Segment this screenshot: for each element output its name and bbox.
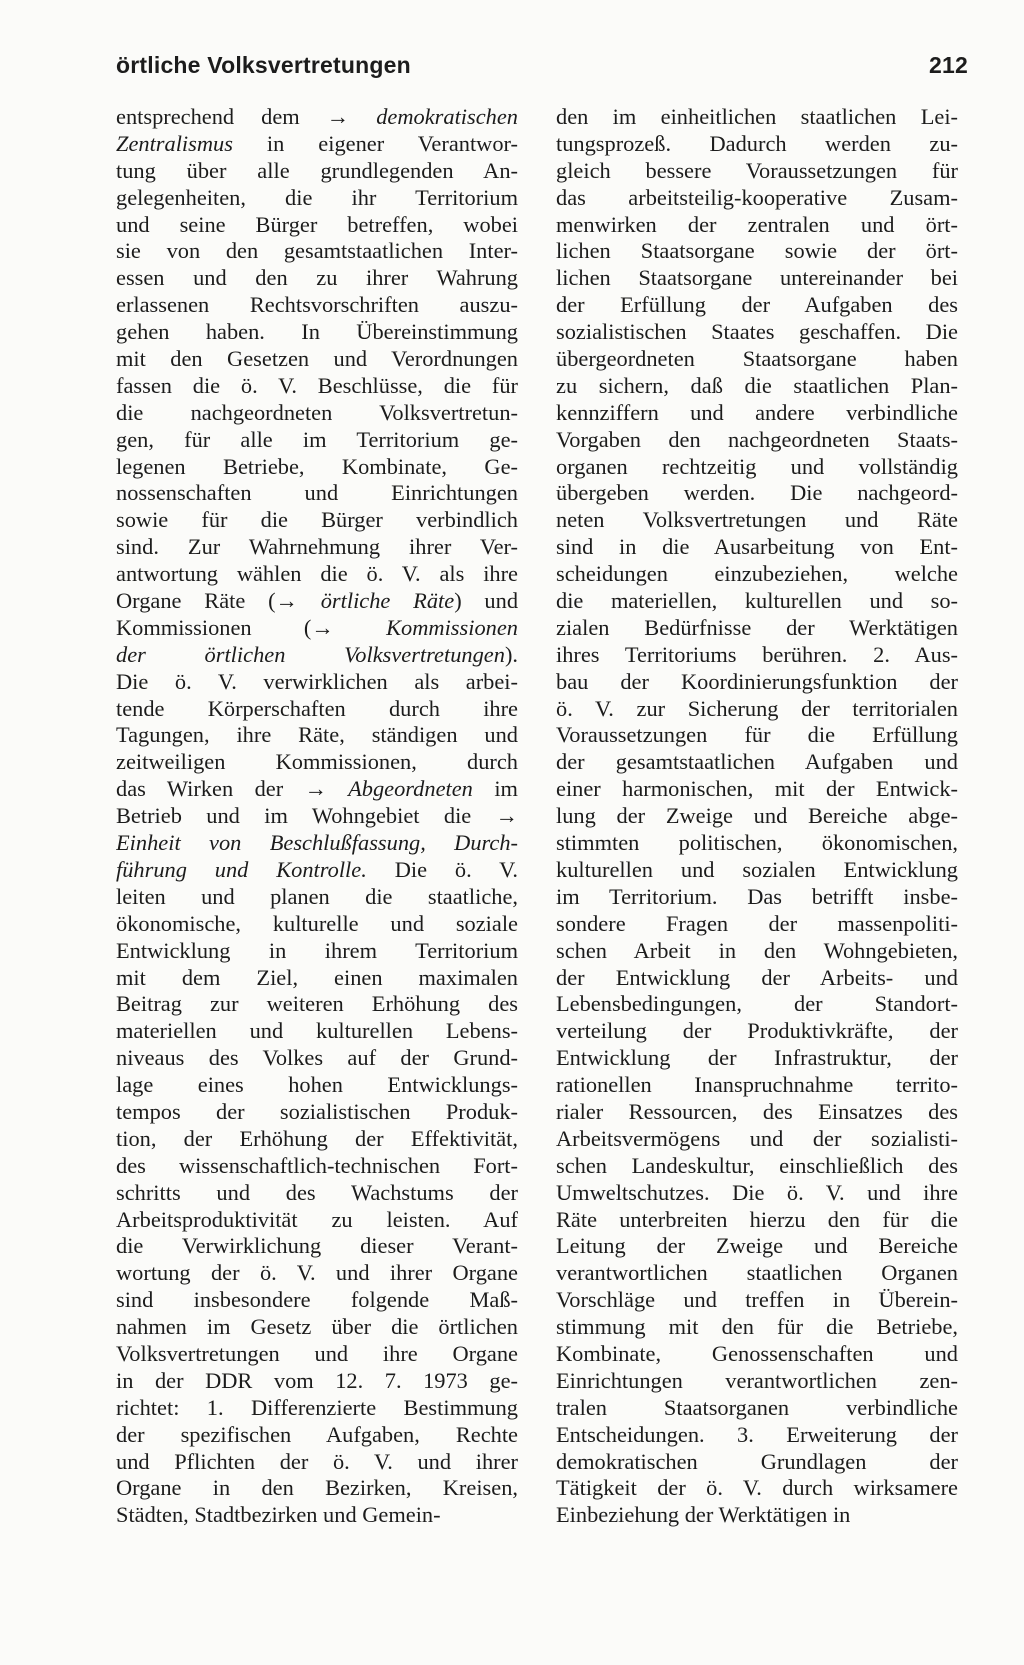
- text-run: richtet: 1. Differenzierte Bestimmung: [116, 1394, 518, 1420]
- text-run: Tagungen, ihre Räte, ständigen und: [116, 722, 518, 748]
- right-column-line: [556, 1072, 958, 1099]
- left-column-line: [116, 373, 518, 400]
- right-column-line: [556, 561, 958, 588]
- text-run: ) und: [454, 588, 518, 614]
- left-column-line: [116, 292, 518, 319]
- right-column-line: [556, 319, 958, 346]
- text-run: stimmten politischen, ökonomischen,: [556, 830, 958, 856]
- right-column-line: [556, 1395, 958, 1422]
- text-run: Umweltschutzes. Die ö. V. und ihre: [556, 1179, 958, 1205]
- right-column-line: [556, 1207, 958, 1234]
- cross-reference-arrow-icon: →: [326, 104, 350, 129]
- right-column-line: [556, 131, 958, 158]
- right-column-line: [556, 1422, 958, 1449]
- right-column-line: [556, 104, 958, 131]
- text-run: der gesamtstaatlichen Aufgaben und: [556, 749, 958, 775]
- right-column-line: [556, 480, 958, 507]
- left-column-line: [116, 507, 518, 534]
- left-column-line: [116, 131, 518, 158]
- text-run: mit dem Ziel, einen maximalen: [116, 964, 518, 990]
- left-column-line: [116, 1207, 518, 1234]
- running-head: [116, 52, 968, 88]
- text-run: in eigener Verantwor-: [232, 130, 518, 156]
- right-column-line: [556, 265, 958, 292]
- text-run: Räte unterbreiten hierzu den für die: [556, 1206, 958, 1232]
- right-column-line: [556, 938, 958, 965]
- text-run: tende Körperschaften durch ihre: [116, 695, 518, 721]
- right-text-column: [556, 104, 958, 1529]
- cross-reference-arrow-icon: →: [311, 614, 334, 640]
- right-column-line: [556, 911, 958, 938]
- text-run: den im einheitlichen staatlichen Lei-: [556, 104, 958, 129]
- text-run: Einbeziehung der Werktätigen in: [556, 1502, 851, 1528]
- text-run: Arbeitsvermögens und der sozialisti-: [556, 1125, 958, 1151]
- left-text-column: [116, 104, 518, 1529]
- text-run: verantwortlichen staatlichen Organen: [556, 1260, 958, 1286]
- text-run: gehen haben. In Übereinstimmung: [116, 319, 518, 345]
- right-column-line: [556, 642, 958, 669]
- left-column-line: [116, 561, 518, 588]
- text-run: der Entwicklung der Arbeits- und: [556, 964, 958, 990]
- text-run: und seine Bürger betreffen, wobei: [116, 211, 518, 237]
- left-column-line: [116, 1368, 518, 1395]
- left-column-line: [116, 346, 518, 373]
- text-run: entsprechend dem: [116, 104, 327, 129]
- right-column-line: [556, 803, 958, 830]
- text-run: lung der Zweige und Bereiche abge-: [556, 803, 958, 829]
- left-column-line: [116, 669, 518, 696]
- text-run: lichen Staatsorgane sowie der ört-: [556, 238, 958, 264]
- text-run: der spezifischen Aufgaben, Rechte: [116, 1421, 518, 1447]
- text-run: demokratischen Grundlagen der: [556, 1448, 958, 1474]
- left-column-line: [116, 454, 518, 481]
- left-column-line: [116, 1260, 518, 1287]
- text-run: die Verwirklichung dieser Verant-: [116, 1233, 518, 1259]
- left-column-line: [116, 104, 518, 131]
- text-run: rationellen Inanspruchnahme territo-: [556, 1072, 958, 1098]
- text-run: legenen Betriebe, Kombinate, Ge-: [116, 453, 518, 479]
- right-column-line: [556, 507, 958, 534]
- text-run: in der DDR vom 12. 7. 1973 ge-: [116, 1367, 518, 1393]
- left-column-line: [116, 1072, 518, 1099]
- left-column-line: [116, 400, 518, 427]
- text-run: sie von den gesamtstaatlichen Inter-: [116, 238, 518, 264]
- text-run: ö. V. zur Sicherung der territorialen: [556, 695, 958, 721]
- left-column-line: [116, 1099, 518, 1126]
- text-run: der Erfüllung der Aufgaben des: [556, 292, 958, 318]
- right-column-line: [556, 830, 958, 857]
- text-run: Entwicklung der Infrastruktur, der: [556, 1045, 958, 1071]
- right-column-line: [556, 991, 958, 1018]
- text-run: rialer Ressourcen, des Einsatzes des: [556, 1098, 958, 1124]
- text-run: Kommissionen (: [116, 614, 312, 640]
- right-column-line: [556, 346, 958, 373]
- text-run: Organe in den Bezirken, Kreisen,: [116, 1475, 518, 1501]
- cross-reference-term: Abgeordneten: [327, 776, 473, 802]
- left-column-line: [116, 1180, 518, 1207]
- cross-reference-term: führung und Kontrolle.: [116, 856, 367, 882]
- left-column-line: [116, 1287, 518, 1314]
- left-column-line: [116, 696, 518, 723]
- right-column-line: [556, 588, 958, 615]
- left-column-line: [116, 1018, 518, 1045]
- text-run: die nachgeordneten Volksvertretun-: [116, 399, 518, 425]
- right-column-line: [556, 1341, 958, 1368]
- cross-reference-term: Einheit von Beschlußfassung, Durch-: [116, 830, 518, 856]
- text-run: zialen Bedürfnisse der Werktätigen: [556, 614, 958, 640]
- right-column-line: [556, 427, 958, 454]
- text-run: verteilung der Produktivkräfte, der: [556, 1018, 958, 1044]
- right-column-line: [556, 1502, 958, 1529]
- left-column-line: [116, 212, 518, 239]
- text-run: Vorschläge und treffen in Überein-: [556, 1287, 958, 1313]
- text-run: Tätigkeit der ö. V. durch wirksamere: [556, 1475, 958, 1501]
- text-run: tempos der sozialistischen Produk-: [116, 1098, 518, 1124]
- text-run: und Pflichten der ö. V. und ihrer: [116, 1448, 518, 1474]
- text-run: Betrieb und im Wohngebiet die: [116, 803, 496, 829]
- text-run: menwirken der zentralen und ört-: [556, 211, 958, 237]
- text-run: essen und den zu ihrer Wahrung: [116, 265, 518, 291]
- right-column-line: [556, 1287, 958, 1314]
- text-run: kulturellen und sozialen Entwicklung: [556, 856, 958, 882]
- right-column-line: [556, 534, 958, 561]
- text-run: einer harmonischen, mit der Entwick-: [556, 776, 958, 802]
- left-column-line: [116, 1475, 518, 1502]
- left-column-line: [116, 1126, 518, 1153]
- text-run: erlassenen Rechtsvorschriften auszu-: [116, 292, 518, 318]
- left-column-line: [116, 1233, 518, 1260]
- text-run: organen rechtzeitig und vollständig: [556, 453, 958, 479]
- cross-reference-arrow-icon: →: [304, 776, 328, 802]
- right-column-line: [556, 722, 958, 749]
- right-column-line: [556, 1099, 958, 1126]
- text-run: ökonomische, kulturelle und soziale: [116, 910, 518, 936]
- left-column-line: [116, 722, 518, 749]
- text-run: des wissenschaftlich-technischen Fort-: [116, 1152, 518, 1178]
- text-run: Beitrag zur weiteren Erhöhung des: [116, 991, 518, 1017]
- left-column-line: [116, 884, 518, 911]
- text-run: tung über alle grundlegenden An-: [116, 157, 518, 183]
- left-column-line: [116, 1341, 518, 1368]
- text-run: Die ö. V.: [366, 856, 518, 882]
- left-column-line: [116, 588, 518, 615]
- text-run: mit den Gesetzen und Verordnungen: [116, 346, 518, 372]
- cross-reference-term: der örtlichen Volksvertretungen: [116, 641, 505, 667]
- text-run: sozialistischen Staates geschaffen. Die: [556, 319, 958, 345]
- text-run: gleich bessere Voraussetzungen für: [556, 157, 958, 183]
- text-run: zu sichern, daß die staatlichen Plan-: [556, 372, 958, 398]
- right-column-line: [556, 615, 958, 642]
- text-run: gen, für alle im Territorium ge-: [116, 426, 518, 452]
- right-column-line: [556, 749, 958, 776]
- cross-reference-term: örtliche Räte: [297, 588, 455, 614]
- text-run: die materiellen, kulturellen und so-: [556, 588, 958, 614]
- text-run: übergeordneten Staatsorgane haben: [556, 346, 958, 372]
- text-run: das arbeitsteilig-kooperative Zusam-: [556, 184, 958, 210]
- right-column-line: [556, 1018, 958, 1045]
- text-run: im: [472, 776, 518, 802]
- text-run: Entwicklung in ihrem Territorium: [116, 937, 518, 963]
- right-column-line: [556, 965, 958, 992]
- text-run: Städten, Stadtbezirken und Gemein-: [116, 1502, 441, 1528]
- cross-reference-arrow-icon: →: [495, 803, 518, 829]
- running-head-title: örtliche Volksvertretungen: [116, 52, 411, 78]
- left-column-line: [116, 319, 518, 346]
- left-column-line: [116, 776, 518, 803]
- right-column-line: [556, 1233, 958, 1260]
- right-column-line: [556, 373, 958, 400]
- right-column-line: [556, 292, 958, 319]
- text-run: sind. Zur Wahrnehmung ihrer Ver-: [116, 534, 518, 560]
- text-run: leiten und planen die staatliche,: [116, 883, 518, 909]
- left-column-line: [116, 265, 518, 292]
- cross-reference-term: Zentralismus: [116, 130, 233, 156]
- right-column-line: [556, 238, 958, 265]
- text-run: sondere Fragen der massenpoliti-: [556, 910, 958, 936]
- left-column-line: [116, 427, 518, 454]
- text-run: ihres Territoriums berühren. 2. Aus-: [556, 641, 958, 667]
- right-column-line: [556, 857, 958, 884]
- text-run: schritts und des Wachstums der: [116, 1179, 518, 1205]
- right-column-line: [556, 454, 958, 481]
- right-column-line: [556, 158, 958, 185]
- left-column-line: [116, 1395, 518, 1422]
- left-column-line: [116, 642, 518, 669]
- text-run: Entscheidungen. 3. Erweiterung der: [556, 1421, 958, 1447]
- text-run: das Wirken der: [116, 776, 305, 802]
- left-column-line: [116, 158, 518, 185]
- right-column-line: [556, 776, 958, 803]
- text-run: lichen Staatsorgane untereinander bei: [556, 265, 958, 291]
- left-column-line: [116, 1045, 518, 1072]
- text-run: sind insbesondere folgende Maß-: [116, 1287, 518, 1313]
- left-column-line: [116, 185, 518, 212]
- cross-reference-term: demokratischen: [349, 104, 518, 129]
- left-column-line: [116, 991, 518, 1018]
- right-column-line: [556, 696, 958, 723]
- text-run: gelegenheiten, die ihr Territorium: [116, 184, 518, 210]
- text-run: sowie für die Bürger verbindlich: [116, 507, 518, 533]
- text-run: lage eines hohen Entwicklungs-: [116, 1072, 518, 1098]
- left-column-line: [116, 830, 518, 857]
- text-run: tungsprozeß. Dadurch werden zu-: [556, 130, 958, 156]
- right-column-line: [556, 1314, 958, 1341]
- left-column-line: [116, 857, 518, 884]
- cross-reference-term: Kommissionen: [333, 614, 518, 640]
- text-run: Volksvertretungen und ihre Organe: [116, 1340, 518, 1366]
- text-run: antwortung wählen die ö. V. als ihre: [116, 561, 518, 587]
- left-column-line: [116, 1314, 518, 1341]
- left-column-line: [116, 480, 518, 507]
- right-column-line: [556, 884, 958, 911]
- left-column-line: [116, 965, 518, 992]
- left-column-line: [116, 803, 518, 830]
- text-run: im Territorium. Das betrifft insbe-: [556, 883, 958, 909]
- page-number: 212: [929, 52, 968, 78]
- right-column-line: [556, 1153, 958, 1180]
- left-column-line: [116, 238, 518, 265]
- text-run: nossenschaften und Einrichtungen: [116, 480, 518, 506]
- left-column-line: [116, 534, 518, 561]
- text-run: ).: [504, 641, 518, 667]
- left-column-line: [116, 911, 518, 938]
- text-run: scheidungen einzubeziehen, welche: [556, 561, 958, 587]
- text-run: Einrichtungen verantwortlichen zen-: [556, 1367, 958, 1393]
- right-column-line: [556, 1260, 958, 1287]
- right-column-line: [556, 185, 958, 212]
- text-run: stimmung mit den für die Betriebe,: [556, 1314, 958, 1340]
- left-column-line: [116, 749, 518, 776]
- text-run: Voraussetzungen für die Erfüllung: [556, 722, 958, 748]
- right-column-line: [556, 1045, 958, 1072]
- text-run: fassen die ö. V. Beschlüsse, die für: [116, 372, 518, 398]
- text-run: schen Arbeit in den Wohngebieten,: [556, 937, 958, 963]
- right-column-line: [556, 1475, 958, 1502]
- left-column-line: [116, 1449, 518, 1476]
- text-run: niveaus des Volkes auf der Grund-: [116, 1045, 518, 1071]
- right-column-line: [556, 1449, 958, 1476]
- text-run: tion, der Erhöhung der Effektivität,: [116, 1125, 518, 1151]
- text-run: Lebensbedingungen, der Standort-: [556, 991, 958, 1017]
- text-run: Organe Räte (: [116, 588, 276, 614]
- left-column-line: [116, 1153, 518, 1180]
- right-column-line: [556, 1126, 958, 1153]
- left-column-line: [116, 938, 518, 965]
- text-run: zeitweiligen Kommissionen, durch: [116, 749, 518, 775]
- text-run: tralen Staatsorganen verbindliche: [556, 1394, 958, 1420]
- text-run: schen Landeskultur, einschließlich des: [556, 1152, 958, 1178]
- text-run: Leitung der Zweige und Bereiche: [556, 1233, 958, 1259]
- text-run: materiellen und kulturellen Lebens-: [116, 1018, 518, 1044]
- text-run: kennziffern und andere verbindliche: [556, 399, 958, 425]
- right-column-line: [556, 669, 958, 696]
- right-column-line: [556, 1180, 958, 1207]
- right-column-line: [556, 1368, 958, 1395]
- text-run: nahmen im Gesetz über die örtlichen: [116, 1314, 518, 1340]
- left-column-line: [116, 1502, 518, 1529]
- text-run: Die ö. V. verwirklichen als arbei-: [116, 668, 518, 694]
- text-run: bau der Koordinierungsfunktion der: [556, 668, 958, 694]
- text-run: neten Volksvertretungen und Räte: [556, 507, 958, 533]
- right-column-line: [556, 400, 958, 427]
- text-run: übergeben werden. Die nachgeord-: [556, 480, 958, 506]
- text-run: Kombinate, Genossenschaften und: [556, 1340, 958, 1366]
- text-run: Arbeitsproduktivität zu leisten. Auf: [116, 1206, 518, 1232]
- right-column-line: [556, 212, 958, 239]
- text-run: Vorgaben den nachgeordneten Staats-: [556, 426, 958, 452]
- cross-reference-arrow-icon: →: [275, 588, 298, 614]
- text-run: wortung der ö. V. und ihrer Organe: [116, 1260, 518, 1286]
- text-run: sind in die Ausarbeitung von Ent-: [556, 534, 958, 560]
- left-column-line: [116, 615, 518, 642]
- left-column-line: [116, 1422, 518, 1449]
